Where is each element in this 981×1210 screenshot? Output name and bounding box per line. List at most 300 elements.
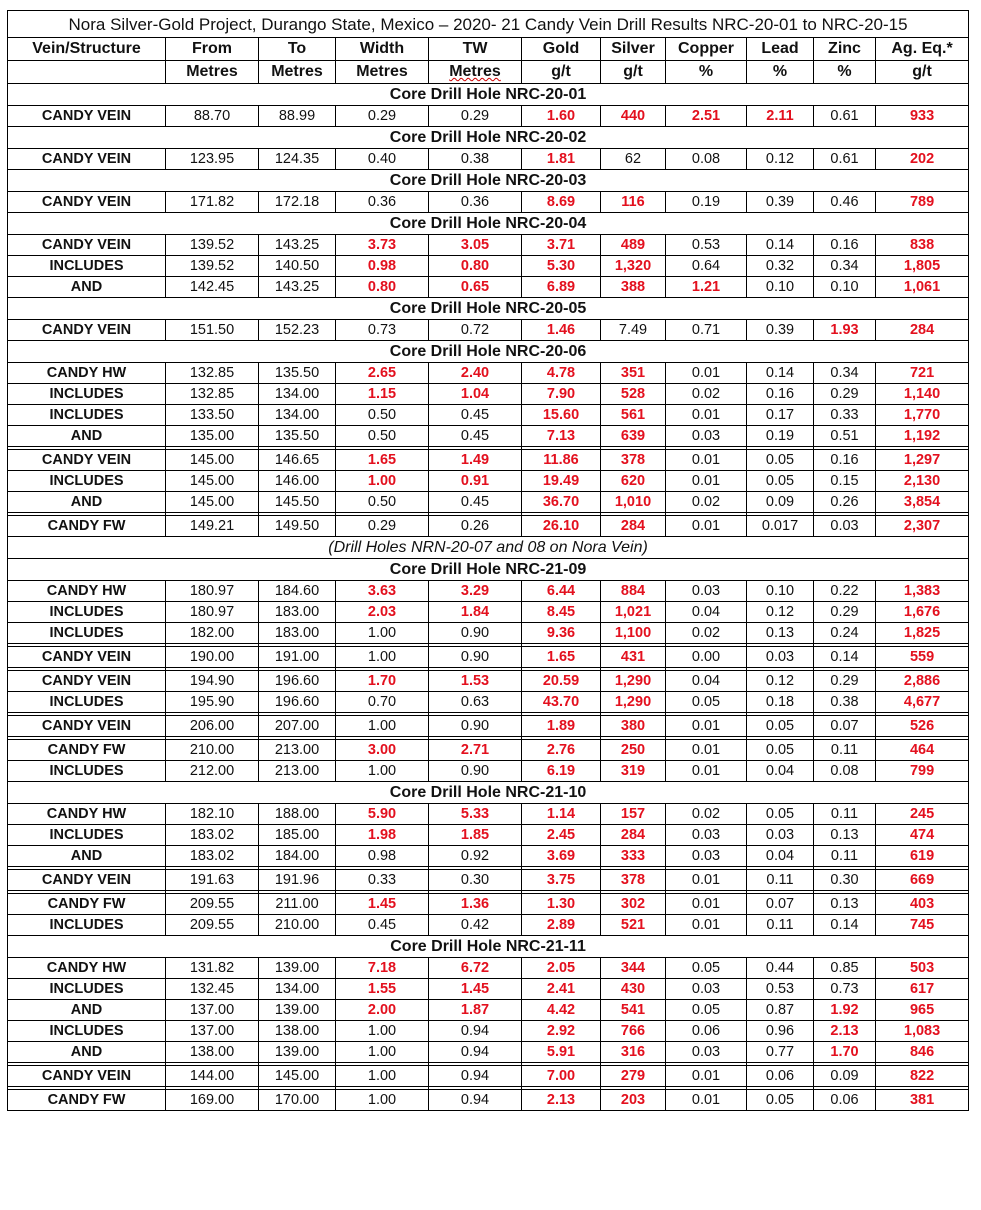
cell-width: 0.29 <box>336 106 429 127</box>
cell-ageq: 3,854 <box>876 492 969 513</box>
cell-ageq: 721 <box>876 363 969 384</box>
cell-gold: 7.90 <box>522 384 601 405</box>
cell-ageq: 669 <box>876 870 969 891</box>
cell-tw: 2.40 <box>429 363 522 384</box>
cell-copper: 0.04 <box>666 602 747 623</box>
cell-from: 131.82 <box>166 958 259 979</box>
drill-hole-title: Core Drill Hole NRC-20-05 <box>8 298 969 320</box>
cell-copper: 0.05 <box>666 958 747 979</box>
cell-to: 191.00 <box>259 647 336 668</box>
cell-width: 1.55 <box>336 979 429 1000</box>
table-row <box>8 671 969 692</box>
table-row <box>8 405 969 426</box>
unit-lead: % <box>747 61 814 84</box>
cell-copper: 0.01 <box>666 450 747 471</box>
unit-tw-text: Metres <box>449 63 501 80</box>
cell-copper: 0.03 <box>666 1042 747 1063</box>
cell-width: 1.00 <box>336 761 429 782</box>
cell-lead: 0.17 <box>747 405 814 426</box>
cell-zinc: 0.61 <box>814 149 876 170</box>
cell-vein: CANDY HW <box>8 804 166 825</box>
cell-gold: 3.69 <box>522 846 601 867</box>
cell-ageq: 526 <box>876 716 969 737</box>
cell-ageq: 1,805 <box>876 256 969 277</box>
cell-lead: 0.06 <box>747 1066 814 1087</box>
cell-gold: 2.13 <box>522 1090 601 1111</box>
cell-lead: 0.96 <box>747 1021 814 1042</box>
cell-width: 1.70 <box>336 671 429 692</box>
cell-vein: CANDY VEIN <box>8 149 166 170</box>
cell-from: 182.10 <box>166 804 259 825</box>
cell-gold: 2.41 <box>522 979 601 1000</box>
cell-tw: 3.29 <box>429 581 522 602</box>
table-row <box>8 761 969 782</box>
section-header-row <box>8 170 969 192</box>
header-row <box>8 38 969 61</box>
cell-from: 171.82 <box>166 192 259 213</box>
cell-vein: CANDY FW <box>8 516 166 537</box>
cell-tw: 5.33 <box>429 804 522 825</box>
cell-from: 169.00 <box>166 1090 259 1111</box>
cell-from: 180.97 <box>166 602 259 623</box>
cell-lead: 0.16 <box>747 384 814 405</box>
cell-copper: 0.01 <box>666 363 747 384</box>
cell-copper: 0.02 <box>666 384 747 405</box>
cell-ageq: 619 <box>876 846 969 867</box>
cell-width: 3.00 <box>336 740 429 761</box>
cell-gold: 4.78 <box>522 363 601 384</box>
cell-from: 137.00 <box>166 1000 259 1021</box>
cell-tw: 0.92 <box>429 846 522 867</box>
cell-lead: 0.07 <box>747 894 814 915</box>
cell-copper: 0.03 <box>666 426 747 447</box>
cell-gold: 1.30 <box>522 894 601 915</box>
cell-ageq: 965 <box>876 1000 969 1021</box>
cell-gold: 3.75 <box>522 870 601 891</box>
cell-from: 210.00 <box>166 740 259 761</box>
cell-copper: 0.02 <box>666 492 747 513</box>
cell-gold: 43.70 <box>522 692 601 713</box>
cell-gold: 1.89 <box>522 716 601 737</box>
cell-lead: 0.05 <box>747 450 814 471</box>
cell-tw: 0.63 <box>429 692 522 713</box>
table-row <box>8 363 969 384</box>
cell-gold: 36.70 <box>522 492 601 513</box>
cell-vein: INCLUDES <box>8 915 166 936</box>
cell-lead: 0.05 <box>747 716 814 737</box>
cell-vein: INCLUDES <box>8 979 166 1000</box>
table-row <box>8 1066 969 1087</box>
cell-ageq: 381 <box>876 1090 969 1111</box>
cell-to: 135.50 <box>259 426 336 447</box>
cell-from: 151.50 <box>166 320 259 341</box>
cell-gold: 1.46 <box>522 320 601 341</box>
cell-gold: 5.91 <box>522 1042 601 1063</box>
cell-zinc: 2.13 <box>814 1021 876 1042</box>
cell-silver: 1,290 <box>601 671 666 692</box>
cell-lead: 0.11 <box>747 915 814 936</box>
cell-vein: CANDY FW <box>8 740 166 761</box>
drill-hole-title: Core Drill Hole NRC-21-09 <box>8 559 969 581</box>
cell-copper: 0.06 <box>666 1021 747 1042</box>
cell-silver: 1,100 <box>601 623 666 644</box>
table-row <box>8 1090 969 1111</box>
cell-to: 88.99 <box>259 106 336 127</box>
cell-gold: 15.60 <box>522 405 601 426</box>
table-row <box>8 958 969 979</box>
table-row <box>8 471 969 492</box>
table-row <box>8 1000 969 1021</box>
col-header-from: From <box>166 38 259 61</box>
cell-tw: 1.85 <box>429 825 522 846</box>
cell-width: 1.00 <box>336 471 429 492</box>
cell-lead: 0.53 <box>747 979 814 1000</box>
cell-vein: CANDY VEIN <box>8 235 166 256</box>
cell-width: 0.80 <box>336 277 429 298</box>
cell-lead: 0.13 <box>747 623 814 644</box>
cell-gold: 2.92 <box>522 1021 601 1042</box>
cell-width: 5.90 <box>336 804 429 825</box>
cell-gold: 11.86 <box>522 450 601 471</box>
cell-gold: 1.14 <box>522 804 601 825</box>
cell-silver: 380 <box>601 716 666 737</box>
table-row <box>8 870 969 891</box>
cell-tw: 0.42 <box>429 915 522 936</box>
cell-zinc: 0.10 <box>814 277 876 298</box>
cell-to: 134.00 <box>259 979 336 1000</box>
cell-tw: 0.30 <box>429 870 522 891</box>
cell-ageq: 838 <box>876 235 969 256</box>
cell-to: 135.50 <box>259 363 336 384</box>
title-row <box>8 11 969 38</box>
cell-silver: 541 <box>601 1000 666 1021</box>
cell-vein: INCLUDES <box>8 692 166 713</box>
col-header-lead: Lead <box>747 38 814 61</box>
cell-tw: 1.87 <box>429 1000 522 1021</box>
cell-copper: 0.01 <box>666 471 747 492</box>
cell-silver: 157 <box>601 804 666 825</box>
unit-to: Metres <box>259 61 336 84</box>
cell-width: 1.00 <box>336 716 429 737</box>
cell-copper: 0.03 <box>666 581 747 602</box>
cell-silver: 284 <box>601 825 666 846</box>
col-header-zinc: Zinc <box>814 38 876 61</box>
cell-width: 0.73 <box>336 320 429 341</box>
cell-silver: 884 <box>601 581 666 602</box>
cell-from: 195.90 <box>166 692 259 713</box>
cell-silver: 1,021 <box>601 602 666 623</box>
cell-silver: 431 <box>601 647 666 668</box>
cell-tw: 0.45 <box>429 492 522 513</box>
cell-silver: 116 <box>601 192 666 213</box>
cell-ageq: 2,886 <box>876 671 969 692</box>
cell-silver: 528 <box>601 384 666 405</box>
cell-tw: 0.36 <box>429 192 522 213</box>
cell-vein: INCLUDES <box>8 256 166 277</box>
cell-copper: 0.19 <box>666 192 747 213</box>
section-header-row <box>8 559 969 581</box>
cell-ageq: 745 <box>876 915 969 936</box>
cell-vein: AND <box>8 426 166 447</box>
table-row <box>8 894 969 915</box>
cell-from: 182.00 <box>166 623 259 644</box>
cell-ageq: 1,061 <box>876 277 969 298</box>
table-row <box>8 846 969 867</box>
cell-width: 1.00 <box>336 1066 429 1087</box>
cell-gold: 2.89 <box>522 915 601 936</box>
cell-tw: 0.94 <box>429 1090 522 1111</box>
cell-from: 145.00 <box>166 492 259 513</box>
cell-silver: 279 <box>601 1066 666 1087</box>
cell-gold: 8.45 <box>522 602 601 623</box>
cell-to: 152.23 <box>259 320 336 341</box>
cell-copper: 0.08 <box>666 149 747 170</box>
cell-width: 1.00 <box>336 1021 429 1042</box>
cell-lead: 0.05 <box>747 471 814 492</box>
cell-gold: 5.30 <box>522 256 601 277</box>
cell-silver: 440 <box>601 106 666 127</box>
cell-zinc: 0.30 <box>814 870 876 891</box>
cell-zinc: 0.07 <box>814 716 876 737</box>
cell-gold: 26.10 <box>522 516 601 537</box>
cell-vein: CANDY VEIN <box>8 716 166 737</box>
cell-width: 0.98 <box>336 256 429 277</box>
cell-to: 211.00 <box>259 894 336 915</box>
cell-zinc: 0.11 <box>814 740 876 761</box>
cell-to: 213.00 <box>259 761 336 782</box>
cell-copper: 0.02 <box>666 804 747 825</box>
drill-results-table <box>7 10 969 1111</box>
cell-zinc: 1.93 <box>814 320 876 341</box>
cell-zinc: 0.24 <box>814 623 876 644</box>
cell-copper: 0.01 <box>666 894 747 915</box>
cell-from: 145.00 <box>166 471 259 492</box>
cell-lead: 0.39 <box>747 320 814 341</box>
cell-width: 1.00 <box>336 623 429 644</box>
cell-lead: 0.10 <box>747 581 814 602</box>
cell-to: 139.00 <box>259 1042 336 1063</box>
cell-tw: 1.04 <box>429 384 522 405</box>
cell-zinc: 0.73 <box>814 979 876 1000</box>
section-header-row <box>8 213 969 235</box>
col-header-width: Width <box>336 38 429 61</box>
cell-vein: INCLUDES <box>8 384 166 405</box>
cell-from: 88.70 <box>166 106 259 127</box>
table-row <box>8 384 969 405</box>
cell-from: 212.00 <box>166 761 259 782</box>
cell-silver: 1,290 <box>601 692 666 713</box>
section-header-row <box>8 782 969 804</box>
cell-silver: 316 <box>601 1042 666 1063</box>
section-header-row <box>8 298 969 320</box>
cell-to: 145.50 <box>259 492 336 513</box>
cell-gold: 3.71 <box>522 235 601 256</box>
cell-copper: 0.04 <box>666 671 747 692</box>
cell-width: 0.29 <box>336 516 429 537</box>
cell-gold: 2.05 <box>522 958 601 979</box>
cell-lead: 0.44 <box>747 958 814 979</box>
cell-from: 183.02 <box>166 825 259 846</box>
section-note: (Drill Holes NRN-20-07 and 08 on Nora Vein) <box>8 537 969 559</box>
cell-lead: 0.12 <box>747 149 814 170</box>
cell-gold: 6.44 <box>522 581 601 602</box>
table-row <box>8 426 969 447</box>
cell-zinc: 0.34 <box>814 363 876 384</box>
cell-from: 194.90 <box>166 671 259 692</box>
cell-width: 0.33 <box>336 870 429 891</box>
cell-tw: 0.38 <box>429 149 522 170</box>
cell-to: 146.65 <box>259 450 336 471</box>
cell-gold: 1.65 <box>522 647 601 668</box>
cell-silver: 620 <box>601 471 666 492</box>
cell-to: 184.60 <box>259 581 336 602</box>
cell-gold: 6.89 <box>522 277 601 298</box>
cell-vein: CANDY FW <box>8 894 166 915</box>
cell-zinc: 0.29 <box>814 384 876 405</box>
cell-silver: 766 <box>601 1021 666 1042</box>
cell-silver: 284 <box>601 516 666 537</box>
cell-width: 2.00 <box>336 1000 429 1021</box>
cell-copper: 0.05 <box>666 1000 747 1021</box>
cell-to: 138.00 <box>259 1021 336 1042</box>
cell-tw: 0.80 <box>429 256 522 277</box>
cell-gold: 7.00 <box>522 1066 601 1087</box>
cell-silver: 351 <box>601 363 666 384</box>
cell-zinc: 1.92 <box>814 1000 876 1021</box>
cell-copper: 0.01 <box>666 1090 747 1111</box>
cell-gold: 1.60 <box>522 106 601 127</box>
cell-ageq: 1,297 <box>876 450 969 471</box>
table-row <box>8 492 969 513</box>
cell-silver: 344 <box>601 958 666 979</box>
cell-silver: 319 <box>601 761 666 782</box>
cell-copper: 0.03 <box>666 825 747 846</box>
cell-vein: CANDY HW <box>8 363 166 384</box>
cell-from: 183.02 <box>166 846 259 867</box>
cell-tw: 1.45 <box>429 979 522 1000</box>
cell-ageq: 284 <box>876 320 969 341</box>
cell-copper: 0.01 <box>666 915 747 936</box>
drill-hole-title: Core Drill Hole NRC-20-06 <box>8 341 969 363</box>
cell-zinc: 0.06 <box>814 1090 876 1111</box>
cell-vein: AND <box>8 492 166 513</box>
cell-vein: INCLUDES <box>8 761 166 782</box>
cell-zinc: 0.11 <box>814 804 876 825</box>
section-header-row <box>8 127 969 149</box>
cell-zinc: 0.11 <box>814 846 876 867</box>
cell-ageq: 799 <box>876 761 969 782</box>
cell-tw: 0.94 <box>429 1042 522 1063</box>
cell-width: 2.65 <box>336 363 429 384</box>
cell-zinc: 0.22 <box>814 581 876 602</box>
cell-vein: AND <box>8 1000 166 1021</box>
table-row <box>8 516 969 537</box>
cell-from: 191.63 <box>166 870 259 891</box>
unit-width: Metres <box>336 61 429 84</box>
cell-from: 209.55 <box>166 915 259 936</box>
cell-vein: CANDY HW <box>8 958 166 979</box>
cell-from: 209.55 <box>166 894 259 915</box>
cell-tw: 0.90 <box>429 761 522 782</box>
cell-width: 0.50 <box>336 426 429 447</box>
cell-vein: CANDY VEIN <box>8 870 166 891</box>
cell-copper: 0.71 <box>666 320 747 341</box>
cell-tw: 0.90 <box>429 647 522 668</box>
cell-ageq: 789 <box>876 192 969 213</box>
cell-tw: 0.94 <box>429 1021 522 1042</box>
cell-zinc: 0.51 <box>814 426 876 447</box>
cell-lead: 0.87 <box>747 1000 814 1021</box>
cell-tw: 0.90 <box>429 623 522 644</box>
table-row <box>8 716 969 737</box>
table-row <box>8 602 969 623</box>
cell-tw: 2.71 <box>429 740 522 761</box>
cell-to: 210.00 <box>259 915 336 936</box>
cell-tw: 0.90 <box>429 716 522 737</box>
table-row <box>8 320 969 341</box>
cell-to: 196.60 <box>259 692 336 713</box>
cell-copper: 0.01 <box>666 716 747 737</box>
cell-lead: 0.04 <box>747 846 814 867</box>
cell-gold: 1.81 <box>522 149 601 170</box>
cell-silver: 388 <box>601 277 666 298</box>
cell-zinc: 0.26 <box>814 492 876 513</box>
cell-zinc: 0.46 <box>814 192 876 213</box>
cell-ageq: 822 <box>876 1066 969 1087</box>
cell-ageq: 403 <box>876 894 969 915</box>
cell-copper: 0.01 <box>666 740 747 761</box>
cell-copper: 1.21 <box>666 277 747 298</box>
cell-ageq: 1,140 <box>876 384 969 405</box>
cell-zinc: 0.61 <box>814 106 876 127</box>
cell-lead: 0.05 <box>747 804 814 825</box>
cell-zinc: 0.38 <box>814 692 876 713</box>
cell-zinc: 0.09 <box>814 1066 876 1087</box>
cell-silver: 250 <box>601 740 666 761</box>
cell-gold: 4.42 <box>522 1000 601 1021</box>
unit-gold: g/t <box>522 61 601 84</box>
cell-to: 172.18 <box>259 192 336 213</box>
table-row <box>8 1021 969 1042</box>
cell-zinc: 0.14 <box>814 647 876 668</box>
cell-width: 0.40 <box>336 149 429 170</box>
cell-silver: 561 <box>601 405 666 426</box>
cell-to: 143.25 <box>259 277 336 298</box>
cell-gold: 2.45 <box>522 825 601 846</box>
cell-from: 132.85 <box>166 384 259 405</box>
cell-width: 0.50 <box>336 405 429 426</box>
cell-to: 145.00 <box>259 1066 336 1087</box>
col-header-ageq: Ag. Eq.* <box>876 38 969 61</box>
cell-to: 139.00 <box>259 1000 336 1021</box>
cell-to: 185.00 <box>259 825 336 846</box>
cell-from: 139.52 <box>166 256 259 277</box>
cell-copper: 0.03 <box>666 846 747 867</box>
table-row <box>8 192 969 213</box>
cell-ageq: 2,307 <box>876 516 969 537</box>
table-title: Nora Silver-Gold Project, Durango State, Mexico – 2020- 21 Candy Vein Drill Results NRC-20-01 to NRC-20-15 <box>8 11 969 38</box>
cell-to: 134.00 <box>259 405 336 426</box>
cell-from: 138.00 <box>166 1042 259 1063</box>
cell-ageq: 474 <box>876 825 969 846</box>
cell-tw: 3.05 <box>429 235 522 256</box>
cell-lead: 0.14 <box>747 363 814 384</box>
cell-width: 3.73 <box>336 235 429 256</box>
cell-vein: INCLUDES <box>8 405 166 426</box>
col-header-silver: Silver <box>601 38 666 61</box>
cell-lead: 0.03 <box>747 647 814 668</box>
cell-width: 1.15 <box>336 384 429 405</box>
